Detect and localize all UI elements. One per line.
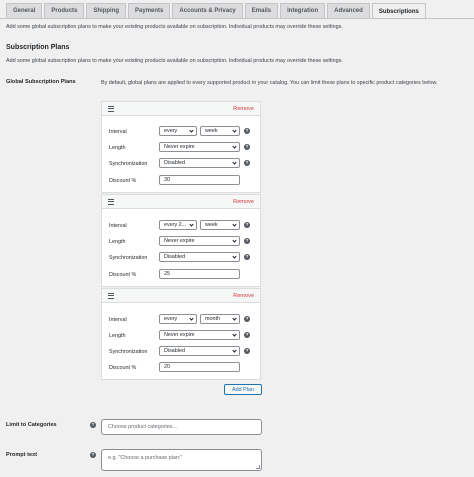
remove-plan-button[interactable]: Remove xyxy=(233,293,254,299)
length-select[interactable]: Never expire xyxy=(159,142,240,152)
add-plan-button[interactable]: Add Plan xyxy=(224,384,262,395)
discount-label: Discount % xyxy=(109,272,137,278)
chevron-down-icon xyxy=(189,222,193,226)
synchronization-select[interactable]: Disabled xyxy=(159,346,240,356)
help-icon[interactable]: ? xyxy=(91,421,95,427)
global-plans-label: Global Subscription Plans xyxy=(6,79,76,85)
help-icon[interactable]: ? xyxy=(245,347,249,353)
chevron-down-icon xyxy=(189,316,193,320)
interval-unit-select[interactable]: month xyxy=(200,314,240,324)
synchronization-label: Synchronization xyxy=(109,255,148,261)
interval-count-select[interactable]: every 2... xyxy=(159,220,197,230)
interval-label: Interval xyxy=(109,129,127,135)
tab-payments[interactable]: Payments xyxy=(128,3,170,18)
discount-input[interactable]: 30 xyxy=(159,175,240,185)
chevron-down-icon xyxy=(232,160,236,164)
help-icon[interactable]: ? xyxy=(245,159,249,165)
help-icon[interactable]: ? xyxy=(245,253,249,259)
tab-subscriptions[interactable]: Subscriptions xyxy=(372,3,426,19)
plan-card xyxy=(101,288,261,380)
prompt-text-label: Prompt text xyxy=(6,452,38,458)
help-icon[interactable]: ? xyxy=(245,127,249,133)
chevron-down-icon xyxy=(232,144,236,148)
remove-plan-button[interactable]: Remove xyxy=(233,199,254,205)
tab-shipping[interactable]: Shipping xyxy=(86,3,126,18)
tab-general[interactable]: General xyxy=(6,3,42,18)
tab-advanced[interactable]: Advanced xyxy=(327,3,370,18)
synchronization-label: Synchronization xyxy=(109,161,148,167)
help-icon[interactable]: ? xyxy=(245,315,249,321)
chevron-down-icon xyxy=(232,222,236,226)
section-description: Add some global subscription plans to make your existing products available on subscription. Individual products may override these settings. xyxy=(6,58,343,64)
resize-handle-icon[interactable] xyxy=(256,465,260,469)
plan-card-header xyxy=(102,289,260,303)
interval-unit-select[interactable]: week xyxy=(200,126,240,136)
remove-plan-button[interactable]: Remove xyxy=(233,106,254,112)
interval-label: Interval xyxy=(109,317,127,323)
interval-label: Interval xyxy=(109,223,127,229)
interval-count-select[interactable]: every xyxy=(159,314,197,324)
chevron-down-icon xyxy=(232,348,236,352)
tab-emails[interactable]: Emails xyxy=(245,3,278,18)
synchronization-select[interactable]: Disabled xyxy=(159,158,240,168)
limit-categories-label: Limit to Categories xyxy=(6,422,57,428)
discount-label: Discount % xyxy=(109,365,137,371)
discount-input[interactable]: 20 xyxy=(159,362,240,372)
chevron-down-icon xyxy=(232,254,236,258)
tab-accounts-privacy[interactable]: Accounts & Privacy xyxy=(172,3,242,18)
plan-card-header xyxy=(102,102,260,116)
help-icon[interactable]: ? xyxy=(245,143,249,149)
plan-card xyxy=(101,194,261,287)
section-title: Subscription Plans xyxy=(6,44,70,51)
synchronization-label: Synchronization xyxy=(109,349,148,355)
tab-integration[interactable]: Integration xyxy=(280,3,325,18)
tab-products[interactable]: Products xyxy=(44,3,84,18)
interval-count-select[interactable]: every xyxy=(159,126,197,136)
interval-unit-select[interactable]: week xyxy=(200,220,240,230)
help-icon[interactable]: ? xyxy=(245,237,249,243)
help-icon[interactable]: ? xyxy=(245,331,249,337)
chevron-down-icon xyxy=(232,316,236,320)
help-icon[interactable]: ? xyxy=(245,221,249,227)
length-label: Length xyxy=(109,145,126,151)
drag-handle-icon[interactable] xyxy=(108,105,114,112)
length-select[interactable]: Never expire xyxy=(159,330,240,340)
discount-label: Discount % xyxy=(109,178,137,184)
settings-tabs xyxy=(6,3,426,19)
drag-handle-icon[interactable] xyxy=(108,198,114,205)
plan-card-header xyxy=(102,195,260,209)
tabs-divider xyxy=(0,18,474,19)
intro-text: Add some global subscription plans to make your existing products available on subscription. Individual products may override these settings. xyxy=(6,24,343,30)
chevron-down-icon xyxy=(189,128,193,132)
chevron-down-icon xyxy=(232,238,236,242)
drag-handle-icon[interactable] xyxy=(108,292,114,299)
global-plans-description: By default, global plans are applied to every supported product in your catalog. You can limit these plans to specific product categories below. xyxy=(101,80,438,86)
chevron-down-icon xyxy=(232,332,236,336)
categories-select[interactable]: Choose product categories... xyxy=(101,419,262,435)
chevron-down-icon xyxy=(232,128,236,132)
plan-card xyxy=(101,101,261,193)
synchronization-select[interactable]: Disabled xyxy=(159,252,240,262)
discount-input[interactable]: 25 xyxy=(159,269,240,279)
length-select[interactable]: Never expire xyxy=(159,236,240,246)
help-icon[interactable]: ? xyxy=(91,451,95,457)
length-label: Length xyxy=(109,239,126,245)
length-label: Length xyxy=(109,333,126,339)
prompt-text-textarea[interactable]: e.g. "Choose a purchase plan:" xyxy=(101,449,262,471)
